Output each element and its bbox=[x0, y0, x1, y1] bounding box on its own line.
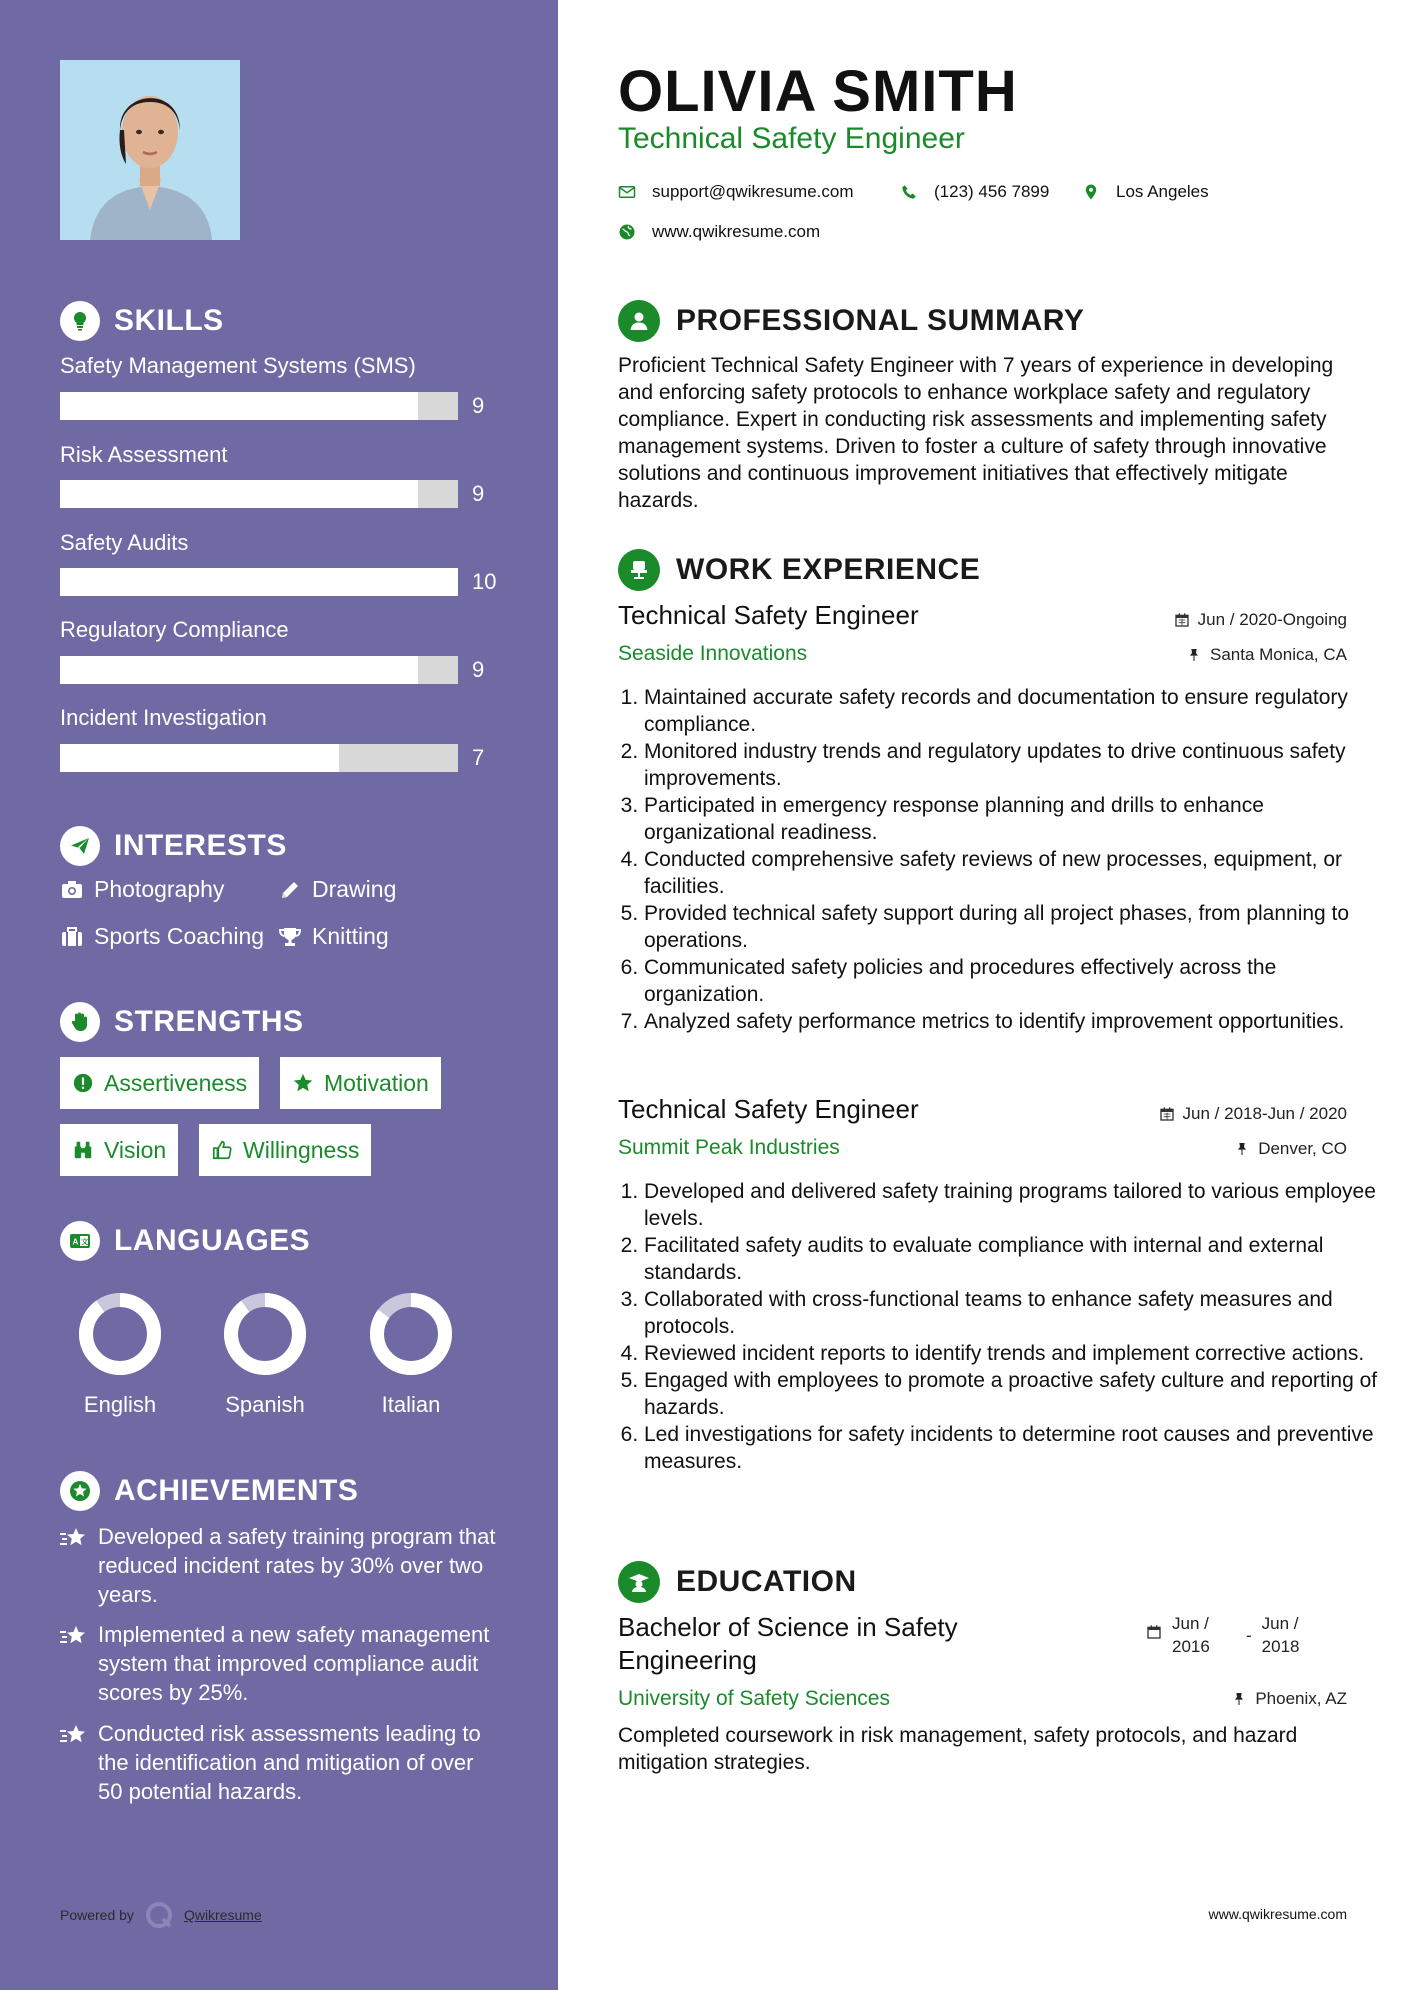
language-ring-spanish bbox=[231, 1300, 299, 1368]
calendar-icon bbox=[1174, 612, 1190, 628]
sidebar bbox=[0, 0, 558, 1990]
interest-item: Photography bbox=[60, 876, 224, 903]
job-company: Seaside Innovations bbox=[618, 642, 808, 665]
languages-title: LANGUAGES bbox=[114, 1224, 311, 1257]
language-label: English bbox=[83, 1392, 157, 1417]
star-icon bbox=[58, 1622, 88, 1652]
candidate-title: Technical Safety Engineer bbox=[618, 122, 965, 155]
interest-item: Sports Coaching bbox=[60, 923, 264, 950]
job-tasks bbox=[618, 1178, 1384, 1475]
job-dates: Jun / 2020-Ongoing bbox=[1174, 610, 1347, 630]
map-pin-icon bbox=[1082, 183, 1100, 201]
camera-icon bbox=[60, 878, 84, 902]
language-icon bbox=[60, 1221, 100, 1261]
language-label: Spanish bbox=[225, 1392, 305, 1417]
contact-website bbox=[618, 222, 820, 242]
strength-chip: Willingness bbox=[199, 1124, 371, 1176]
skills-title: SKILLS bbox=[114, 304, 224, 337]
envelope-icon bbox=[618, 183, 636, 201]
lightbulb-icon bbox=[60, 301, 100, 341]
skill-value: 9 bbox=[472, 393, 485, 418]
strength-chip: Assertiveness bbox=[60, 1057, 259, 1109]
skill-bar-fill bbox=[60, 744, 339, 772]
briefcase-icon bbox=[60, 925, 84, 949]
task-item: 5. Provided technical safety support during all project phases, from planning to operations. bbox=[644, 900, 1384, 954]
skill-bar bbox=[60, 656, 458, 684]
paper-plane-icon bbox=[60, 826, 100, 866]
task-item: 6. Led investigations for safety incidents to determine root causes and preventive measures. bbox=[644, 1421, 1384, 1475]
task-item: 4. Reviewed incident reports to identify trends and implement corrective actions. bbox=[644, 1340, 1384, 1367]
powered-by: Powered by Qwikresume bbox=[60, 1900, 262, 1930]
language-rings bbox=[60, 1284, 460, 1444]
binoculars-icon bbox=[72, 1139, 94, 1161]
skills-heading bbox=[60, 301, 224, 341]
job-dates: Jun / 2018-Jun / 2020 bbox=[1159, 1104, 1347, 1124]
website-link[interactable]: www.qwikresume.com bbox=[652, 222, 821, 241]
calendar-icon bbox=[1146, 1624, 1162, 1640]
skill-name: Incident Investigation bbox=[60, 705, 267, 730]
achievement-item: Conducted risk assessments leading to the identification and mitigation of over 50 potential hazards. bbox=[58, 1719, 498, 1806]
briefcase-chair-icon bbox=[618, 549, 660, 591]
skill-bar-fill bbox=[60, 656, 418, 684]
task-item: 7. Analyzed safety performance metrics to identify improvement opportunities. bbox=[644, 1008, 1384, 1035]
trophy-icon bbox=[278, 925, 302, 949]
skill-name: Safety Audits bbox=[60, 530, 189, 555]
contact-location: Los Angeles bbox=[1082, 182, 1209, 202]
job-company: Summit Peak Industries bbox=[618, 1136, 840, 1159]
skill-bar bbox=[60, 744, 458, 772]
interest-item: Knitting bbox=[278, 923, 389, 950]
skill-name: Risk Assessment bbox=[60, 442, 228, 467]
job-tasks bbox=[618, 684, 1384, 1035]
task-item: 2. Monitored industry trends and regulatory updates to drive continuous safety improvements. bbox=[644, 738, 1384, 792]
job-location: Denver, CO bbox=[1234, 1139, 1347, 1159]
interests-heading bbox=[60, 826, 287, 866]
education-heading: EDUCATION bbox=[618, 1561, 857, 1603]
strength-chip: Motivation bbox=[280, 1057, 441, 1109]
task-item: 1. Maintained accurate safety records and documentation to ensure regulatory compliance. bbox=[644, 684, 1384, 738]
skill-bar bbox=[60, 480, 458, 508]
skill-bar-fill bbox=[60, 480, 418, 508]
candidate-name: OLIVIA SMITH bbox=[618, 59, 1018, 124]
contact-email bbox=[618, 182, 854, 202]
skill-value: 7 bbox=[472, 745, 485, 770]
pushpin-icon bbox=[1234, 1141, 1250, 1157]
task-item: 6. Communicated safety policies and procedures effectively across the organization. bbox=[644, 954, 1384, 1008]
star-badge-icon bbox=[60, 1471, 100, 1511]
svg-text:文: 文 bbox=[81, 1239, 89, 1246]
skill-value: 9 bbox=[472, 481, 485, 506]
language-label: Italian bbox=[381, 1392, 441, 1417]
qwikresume-logo-icon bbox=[144, 1900, 174, 1930]
main-content bbox=[558, 0, 1407, 1990]
skill-bar-fill bbox=[60, 568, 458, 596]
languages-heading bbox=[60, 1221, 310, 1261]
school-name: University of Safety Sciences bbox=[618, 1687, 890, 1710]
user-icon bbox=[618, 300, 660, 342]
language-ring-english bbox=[86, 1300, 154, 1368]
achievement-item: Implemented a new safety management system that improved compliance audit scores by 25%. bbox=[58, 1620, 498, 1707]
calendar-icon bbox=[1159, 1106, 1175, 1122]
skill-value: 10 bbox=[472, 569, 497, 594]
job-role: Technical Safety Engineer bbox=[618, 600, 919, 630]
achievements-title: ACHIEVEMENTS bbox=[114, 1474, 359, 1507]
skill-value: 9 bbox=[472, 657, 485, 682]
interest-item: Drawing bbox=[278, 876, 396, 903]
pencil-icon bbox=[278, 878, 302, 902]
globe-icon bbox=[618, 223, 636, 241]
skill-bar bbox=[60, 568, 458, 596]
achievement-item: Developed a safety training program that reduced incident rates by 30% over two years. bbox=[58, 1522, 498, 1609]
hand-icon bbox=[60, 1002, 100, 1042]
experience-heading: WORK EXPERIENCE bbox=[618, 549, 980, 591]
strengths-heading bbox=[60, 1002, 304, 1042]
strength-chip: Vision bbox=[60, 1124, 178, 1176]
pushpin-icon bbox=[1186, 647, 1202, 663]
job-role: Technical Safety Engineer bbox=[618, 1094, 919, 1124]
skill-name: Regulatory Compliance bbox=[60, 617, 289, 642]
skill-name: Safety Management Systems (SMS) bbox=[60, 353, 416, 378]
skill-bar bbox=[60, 392, 458, 420]
skill-bar-fill bbox=[60, 392, 418, 420]
degree: Bachelor of Science in Safety Engineering bbox=[618, 1612, 958, 1675]
task-item: 3. Collaborated with cross-functional teams to enhance safety measures and protocols. bbox=[644, 1286, 1384, 1340]
school-location: Phoenix, AZ bbox=[1231, 1689, 1347, 1709]
summary-heading: PROFESSIONAL SUMMARY bbox=[618, 300, 1084, 342]
task-item: 2. Facilitated safety audits to evaluate compliance with internal and external standards. bbox=[644, 1232, 1384, 1286]
star-icon bbox=[58, 1524, 88, 1554]
strengths-title: STRENGTHS bbox=[114, 1005, 304, 1038]
task-item: 3. Participated in emergency response planning and drills to enhance organizational readiness. bbox=[644, 792, 1384, 846]
qwikresume-link[interactable]: Qwikresume bbox=[183, 1907, 262, 1923]
thumbs-up-icon bbox=[211, 1139, 233, 1161]
education-description: Completed coursework in risk management, safety protocols, and hazard mitigation strategies. bbox=[618, 1724, 1298, 1774]
svg-text:A: A bbox=[72, 1237, 79, 1247]
contact-phone: (123) 456 7899 bbox=[900, 182, 1049, 202]
graduate-icon bbox=[618, 1561, 660, 1603]
education-dates: Jun / 2016 - Jun / 2018 bbox=[1146, 1612, 1312, 1658]
interests-title: INTERESTS bbox=[114, 829, 287, 862]
task-item: 1. Developed and delivered safety training programs tailored to various employee levels. bbox=[644, 1178, 1384, 1232]
task-item: 4. Conducted comprehensive safety reviews of new processes, equipment, or facilities. bbox=[644, 846, 1384, 900]
language-ring-chart bbox=[60, 1284, 460, 1384]
achievements-heading bbox=[60, 1471, 358, 1511]
star-icon bbox=[292, 1072, 314, 1094]
pushpin-icon bbox=[1231, 1691, 1247, 1707]
exclamation-icon bbox=[72, 1072, 94, 1094]
footer-website-link[interactable]: www.qwikresume.com bbox=[1208, 1906, 1347, 1922]
summary-text: Proficient Technical Safety Engineer with 7 years of experience in developing and enforcing safety protocols to enhance workplace safety and regulatory compliance. Expert in conducting risk assessments and implementing safety management systems. Driven to foster a culture of safety through innovative solutions and continuous improvement initiatives that effectively mitigate hazards. bbox=[618, 354, 1334, 512]
job-location: Santa Monica, CA bbox=[1186, 645, 1347, 665]
profile-photo bbox=[60, 60, 240, 240]
star-icon bbox=[58, 1721, 88, 1751]
phone-icon bbox=[900, 183, 918, 201]
email-link[interactable]: support@qwikresume.com bbox=[652, 182, 854, 201]
task-item: 5. Engaged with employees to promote a proactive safety culture and reporting of hazards. bbox=[644, 1367, 1384, 1421]
